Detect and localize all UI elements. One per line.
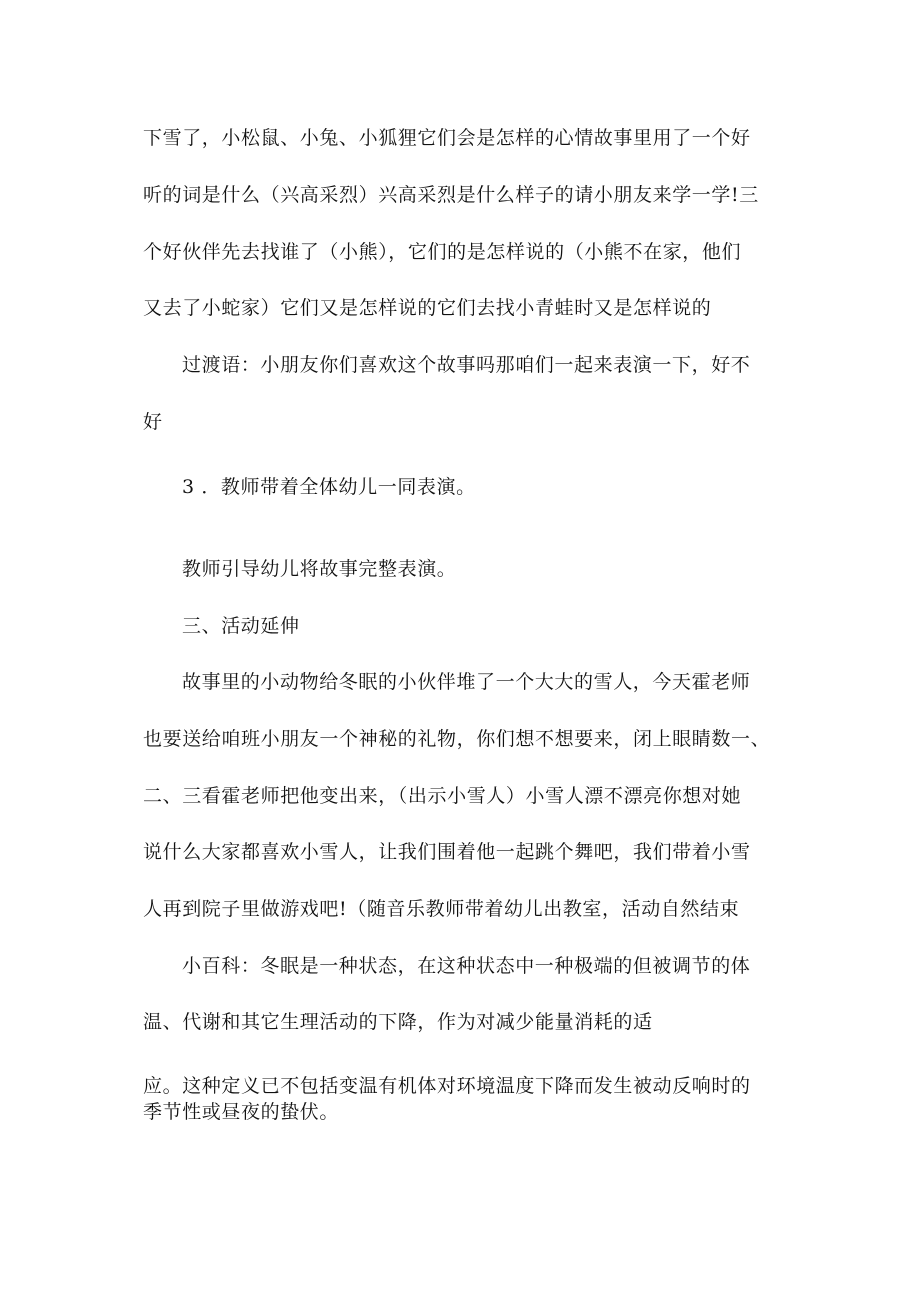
extension-line-1: 故事里的小动物给冬眠的小伙伴堆了一个大大的雪人，今天霍老师 [182,671,751,693]
extension-line-4: 说什么大家都喜欢小雪人，让我们围着他一起跳个舞吧，我们带着小雪 [143,841,751,863]
extension-line-3: 二、三看霍老师把他变出来，（出示小雪人）小雪人漂不漂亮你想对她 [143,785,742,807]
transition-line-2: 好 [143,411,163,433]
paragraph-line-3: 个好伙伴先去找谁了（小熊），它们的是怎样说的（小熊不在家，他们 [143,241,742,263]
extension-line-2: 也要送给咱班小朋友一个神秘的礼物，你们想不想要来，闭上眼睛数一、 [143,728,771,750]
paragraph-line-1: 下雪了，小松鼠、小兔、小狐狸它们会是怎样的心情故事里用了一个好 [143,127,751,149]
encyclopedia-line-1: 小百科：冬眠是一种状态，在这种状态中一种极端的但被调节的体 [182,955,751,977]
encyclopedia-line-2: 温、代谢和其它生理活动的下降，作为对减少能量消耗的适 [143,1011,653,1033]
encyclopedia-line-4: 季节性或昼夜的蛰伏。 [143,1101,340,1123]
section-heading-extension: 三、活动延伸 [182,615,300,637]
step-3-detail: 教师引导幼儿将故事完整表演。 [182,558,457,580]
encyclopedia-line-3: 应。这种定义已不包括变温有机体对环境温度下降而发生被动反响时的 [143,1075,751,1097]
paragraph-line-4: 又去了小蛇家）它们又是怎样说的它们去找小青蛙时又是怎样说的 [143,297,712,319]
step-3-heading: 3 ．教师带着全体幼儿一同表演。 [182,476,476,498]
transition-line-1: 过渡语：小朋友你们喜欢这个故事吗那咱们一起来表演一下，好不 [182,354,751,376]
extension-line-5: 人再到院子里做游戏吧!（随音乐教师带着幼儿出教室，活动自然结束 [143,898,740,920]
paragraph-line-2: 听的词是什么（兴高采烈）兴高采烈是什么样子的请小朋友来学一学!三 [143,184,759,206]
